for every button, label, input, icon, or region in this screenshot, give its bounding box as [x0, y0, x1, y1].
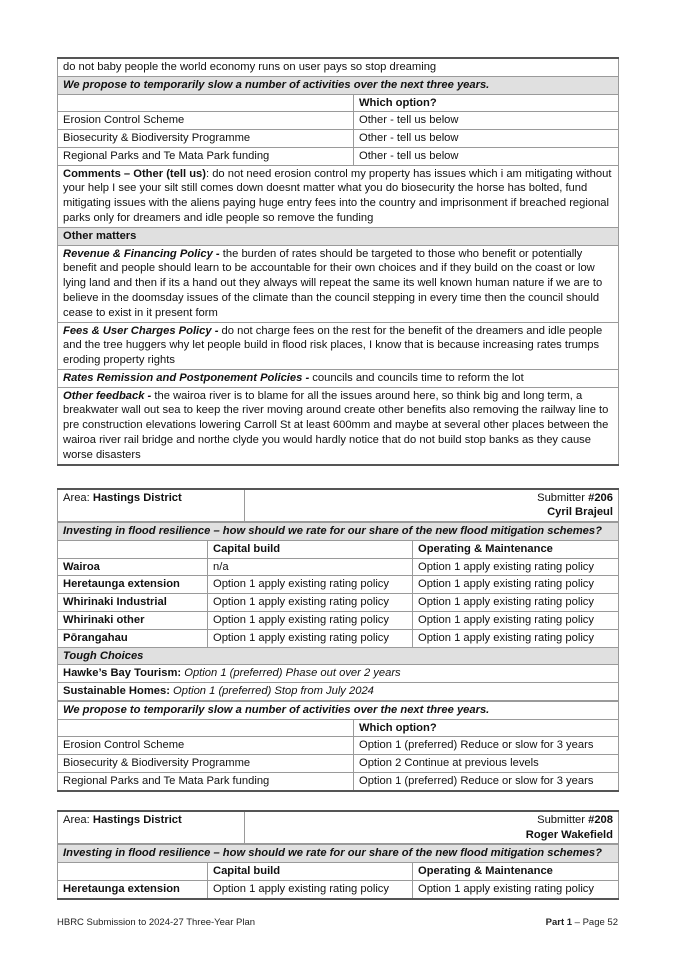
activity-name: Biosecurity & Biodiversity Programme: [58, 130, 354, 148]
area-cell: [58, 489, 245, 522]
activity-option: Other - tell us below: [354, 147, 619, 165]
scheme-name: Heretaunga extension: [58, 576, 208, 594]
scheme-row: [58, 594, 619, 612]
other-matters-heading: Other matters: [58, 227, 619, 245]
capital-build-header: Capital build: [208, 863, 413, 881]
activity-row: [58, 130, 619, 148]
page-body: [57, 57, 618, 900]
scheme-capital: Option 1 apply existing rating policy: [208, 629, 413, 647]
area-label: Area:: [63, 491, 93, 504]
scheme-ops: Option 1 apply existing rating policy: [413, 576, 619, 594]
footer-document-title: HBRC Submission to 2024-27 Three-Year Plan: [57, 917, 256, 928]
activity-option: Option 1 (preferred) Reduce or slow for 3 years: [354, 773, 619, 791]
tourism-value: Option 1 (preferred) Phase out over 2 years: [181, 667, 401, 680]
activity-option: Option 1 (preferred) Reduce or slow for 3 years: [354, 737, 619, 755]
scheme-row: [58, 629, 619, 647]
submitter-number: #208: [588, 813, 613, 826]
slow-activities-heading: We propose to temporarily slow a number of activities over the next three years.: [58, 76, 619, 94]
scheme-capital: Option 1 apply existing rating policy: [208, 576, 413, 594]
area-cell: [58, 811, 245, 844]
area-label: Area:: [63, 813, 93, 826]
blank-cell: [58, 94, 354, 112]
activity-name: Erosion Control Scheme: [58, 112, 354, 130]
scheme-ops: Option 1 apply existing rating policy: [413, 612, 619, 630]
other-feedback-cell: [58, 387, 619, 464]
rates-policy-label: Rates Remission and Postponement Policies -: [63, 371, 310, 384]
fees-policy-cell: [58, 322, 619, 369]
area-value: Hastings District: [92, 813, 182, 826]
submitter-label: Submitter: [537, 491, 589, 504]
revenue-policy-cell: [58, 245, 619, 322]
scheme-row: [58, 558, 619, 576]
submitter-label: Submitter: [537, 813, 589, 826]
activity-option: Other - tell us below: [354, 112, 619, 130]
scheme-ops: Option 1 apply existing rating policy: [413, 629, 619, 647]
footer-page: – Page 52: [572, 917, 618, 928]
activity-name: Regional Parks and Te Mata Park funding: [58, 773, 354, 791]
activity-row: [58, 737, 619, 755]
submitter-cell: [245, 489, 619, 522]
scheme-name: Whirinaki other: [58, 612, 208, 630]
revenue-policy-text: the burden of rates should be targeted to those who benefit or potentially benefit and people should learn to be accountable for their own choices and if they build on the coast or low lying land and then if its a hand out they always will repeat the same its well known human nature if we are to believe in the doomsday issues of the climate than the council stepping in every time then the council should cease to exist in it present form: [63, 247, 603, 319]
scheme-name: Heretaunga extension: [58, 880, 208, 898]
submission-208-header-table: [57, 810, 619, 845]
activity-option: Option 2 Continue at previous levels: [354, 755, 619, 773]
activity-row: [58, 773, 619, 791]
submitter-cell: [245, 811, 619, 844]
submission-208-flood-table: [57, 844, 619, 899]
submission-206-activities-table: [57, 701, 619, 792]
capital-build-header: Capital build: [208, 540, 413, 558]
which-option-header: Which option?: [354, 719, 619, 737]
scheme-row: [58, 576, 619, 594]
comments-label: Comments – Other (tell us): [63, 167, 206, 180]
operating-maintenance-header: Operating & Maintenance: [413, 863, 619, 881]
other-feedback-label: Other feedback -: [63, 389, 152, 402]
activity-option: Other - tell us below: [354, 130, 619, 148]
footer-page-number: [546, 917, 618, 930]
slow-activities-heading: We propose to temporarily slow a number of activities over the next three years.: [58, 701, 619, 719]
other-feedback-text: the wairoa river is to blame for all the issues around here, so think big and long term, a breakwater wall out sea to keep the river moving around create other benefits also removing the railway line to pre construction elevations lowering Carroll St at least 600mm and maybe at several other places between the wairoa river rail bridge and northe clyde you would hardly notice that do not build stop banks as they cause worse disasters: [63, 389, 609, 461]
activity-row: [58, 147, 619, 165]
blank-cell: [58, 719, 354, 737]
area-value: Hastings District: [92, 491, 182, 504]
rates-policy-cell: [58, 369, 619, 387]
page-footer: [57, 917, 618, 930]
blank-cell: [58, 863, 208, 881]
scheme-row: [58, 612, 619, 630]
blank-cell: [58, 540, 208, 558]
scheme-name: Wairoa: [58, 558, 208, 576]
activity-name: Biosecurity & Biodiversity Programme: [58, 755, 354, 773]
scheme-capital: Option 1 apply existing rating policy: [208, 612, 413, 630]
which-option-header: Which option?: [354, 94, 619, 112]
submitter-name: Roger Wakefield: [525, 828, 613, 841]
flood-resilience-heading: Investing in flood resilience – how should we rate for our share of the new flood mitigation schemes?: [58, 523, 619, 541]
submitter-name: Cyril Brajeul: [547, 506, 613, 519]
submission-206-flood-table: [57, 522, 619, 701]
revenue-policy-label: Revenue & Financing Policy -: [63, 247, 220, 260]
scheme-name: Pōrangahau: [58, 629, 208, 647]
intro-text: do not baby people the world economy runs on user pays so stop dreaming: [58, 58, 619, 76]
scheme-capital: Option 1 apply existing rating policy: [208, 594, 413, 612]
activity-row: [58, 755, 619, 773]
homes-label: Sustainable Homes:: [63, 685, 170, 698]
scheme-ops: Option 1 apply existing rating policy: [413, 558, 619, 576]
scheme-ops: Option 1 apply existing rating policy: [413, 594, 619, 612]
rates-policy-text: councils and councils time to reform the lot: [309, 371, 524, 384]
fees-policy-label: Fees & User Charges Policy -: [63, 324, 219, 337]
fees-policy-text: do not charge fees on the rest for the benefit of the dreamers and idle people and the tree huggers why let people build in flood risk places, I know that is because increasing rates trumps eroding property rights: [63, 324, 603, 367]
tough-choices-heading: Tough Choices: [58, 647, 619, 665]
homes-cell: [58, 683, 619, 701]
operating-maintenance-header: Operating & Maintenance: [413, 540, 619, 558]
scheme-capital: n/a: [208, 558, 413, 576]
submission-continued-table: [57, 57, 619, 466]
tourism-cell: [58, 665, 619, 683]
tourism-label: Hawke’s Bay Tourism:: [63, 667, 182, 680]
scheme-row: [58, 880, 619, 898]
scheme-ops: Option 1 apply existing rating policy: [413, 880, 619, 898]
activity-name: Erosion Control Scheme: [58, 737, 354, 755]
footer-part: Part 1: [545, 917, 573, 928]
homes-value: Option 1 (preferred) Stop from July 2024: [169, 685, 374, 698]
activity-row: [58, 112, 619, 130]
scheme-name: Whirinaki Industrial: [58, 594, 208, 612]
submitter-number: #206: [588, 491, 613, 504]
scheme-capital: Option 1 apply existing rating policy: [208, 880, 413, 898]
flood-resilience-heading: Investing in flood resilience – how should we rate for our share of the new flood mitigation schemes?: [58, 845, 619, 863]
comments-text: : do not need erosion control my property has issues which i am mitigating without your help I see your silt still comes down doesnt matter what you do biosecurity the horse has bolted, fund mitigating issues with the aliens paying huge entry fees into the country and imprisonment if breached regional parks only for dreamers and idle people so remove the funding: [63, 167, 612, 225]
comments-cell: [58, 165, 619, 227]
activity-name: Regional Parks and Te Mata Park funding: [58, 147, 354, 165]
submission-206-header-table: [57, 488, 619, 523]
